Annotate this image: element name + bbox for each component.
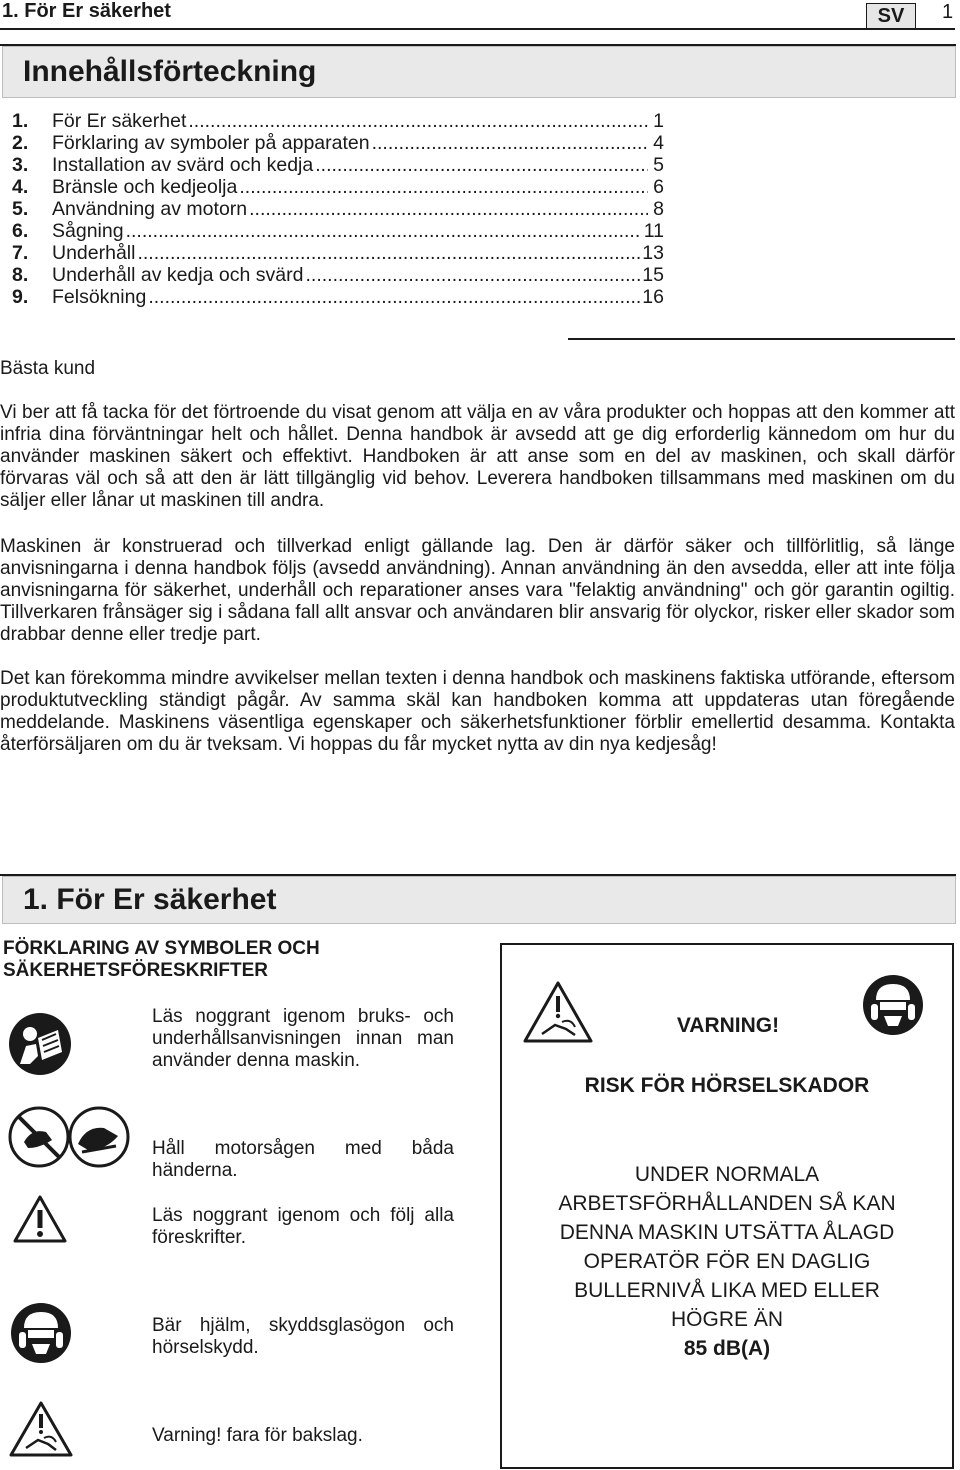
intro-paragraph-2: Maskinen är konstruerad och tillverkad enligt gällande lag. Den är därför säker och tillförlitlig, så länge anvisningarna i denna handbok följs (avsedd användning). Annan användning än den avsedda, eller att inte följa anvisningarna för säkerhet, underhåll och reparationer anses vara "felaktig användning" och gör garantin ogiltig. Tillverkaren frånsäger sig i sådana fall allt ansvar och användaren blir ansvarig för olyckor, risker eller skador som drabbar denne eller tredje part. bbox=[0, 536, 955, 645]
warning-body bbox=[500, 1160, 954, 1363]
table-of-contents bbox=[12, 110, 664, 308]
toc-title: Underhåll bbox=[52, 242, 136, 264]
symbols-subheading: FÖRKLARING AV SYMBOLER OCH SÄKERHETSFÖRESKRIFTER bbox=[3, 938, 320, 981]
toc-number: 4. bbox=[12, 176, 29, 198]
warning-line: HÖGRE ÄN bbox=[670, 1308, 783, 1331]
toc-page: 8 bbox=[653, 198, 664, 220]
section-heading: 1. För Er säkerhet bbox=[23, 883, 277, 916]
toc-title: Användning av motorn bbox=[52, 198, 248, 220]
warning-line: OPERATÖR FÖR EN DAGLIG bbox=[583, 1250, 871, 1273]
warning-line: DENNA MASKIN UTSÄTTA ÅLAGD bbox=[559, 1221, 895, 1244]
toc-number: 3. bbox=[12, 154, 29, 176]
section-divider bbox=[568, 338, 955, 340]
read-manual-icon bbox=[8, 1012, 72, 1076]
kickback-warning-icon bbox=[8, 1400, 74, 1458]
toc-number: 5. bbox=[12, 198, 29, 220]
toc-number: 2. bbox=[12, 132, 29, 154]
warning-subtitle: RISK FÖR HÖRSELSKADOR bbox=[584, 1074, 870, 1097]
toc-row[interactable] bbox=[12, 242, 664, 264]
toc-page: 13 bbox=[642, 242, 664, 264]
protective-gear-icon bbox=[862, 974, 924, 1036]
toc-page: 1 bbox=[653, 110, 664, 132]
page-number: 1 bbox=[942, 1, 954, 23]
toc-title: Installation av svärd och kedja bbox=[52, 154, 314, 176]
toc-number: 9. bbox=[12, 286, 29, 308]
symbol-text-warning: Läs noggrant igenom och följ alla föreskrifter. bbox=[152, 1205, 454, 1248]
toc-leader bbox=[188, 110, 648, 132]
kickback-warning-icon bbox=[522, 980, 594, 1044]
greeting: Bästa kund bbox=[0, 358, 96, 379]
warning-title: VARNING! bbox=[676, 1014, 780, 1037]
header-rule bbox=[0, 28, 955, 30]
toc-page: 11 bbox=[643, 220, 664, 242]
toc-title: Sågning bbox=[52, 220, 124, 242]
toc-leader bbox=[305, 264, 640, 286]
warning-triangle-icon bbox=[12, 1194, 68, 1244]
toc-leader bbox=[126, 220, 642, 242]
toc-title: Felsökning bbox=[52, 286, 147, 308]
toc-number: 6. bbox=[12, 220, 29, 242]
toc-row[interactable] bbox=[12, 154, 664, 176]
toc-leader bbox=[137, 242, 640, 264]
toc-number: 7. bbox=[12, 242, 29, 264]
toc-page: 4 bbox=[653, 132, 664, 154]
toc-page: 5 bbox=[653, 154, 664, 176]
symbol-text-kickback: Varning! fara för bakslag. bbox=[152, 1425, 363, 1446]
symbol-text-read-manual: Läs noggrant igenom bruks- och underhållsanvisningen innan man använder denna maskin. bbox=[152, 1006, 454, 1071]
noise-level: 85 dB(A) bbox=[683, 1337, 771, 1360]
toc-title: Förklaring av symboler på apparaten bbox=[52, 132, 370, 154]
toc-leader bbox=[315, 154, 648, 176]
toc-leader bbox=[239, 176, 648, 198]
toc-row[interactable] bbox=[12, 198, 664, 220]
protective-gear-icon bbox=[10, 1302, 72, 1364]
toc-number: 8. bbox=[12, 264, 29, 286]
intro-paragraph-3: Det kan förekomma mindre avvikelser mellan texten i denna handbok och maskinens faktiska utförande, eftersom produktutveckling ständigt pågår. Av samma skäl kan handboken komma att uppdateras utan föregående meddelande. Maskinens väsentliga egenskaper och säkerhetsfunktioner förblir emellertid desamma. Kontakta återförsäljaren om du är tveksam. Vi hoppas du får mycket nytta av din nya kedjesåg! bbox=[0, 668, 955, 755]
warning-line: BULLERNIVÅ LIKA MED ELLER bbox=[574, 1279, 880, 1302]
toc-row[interactable] bbox=[12, 176, 664, 198]
toc-title: För Er säkerhet bbox=[52, 110, 187, 132]
warning-line: UNDER NORMALA bbox=[634, 1163, 820, 1186]
toc-leader bbox=[148, 286, 640, 308]
toc-title: Underhåll av kedja och svärd bbox=[52, 264, 304, 286]
toc-leader bbox=[249, 198, 648, 220]
toc-title: Bränsle och kedjeolja bbox=[52, 176, 238, 198]
toc-page: 15 bbox=[642, 264, 664, 286]
section-banner bbox=[2, 876, 956, 924]
toc-heading: Innehållsförteckning bbox=[23, 55, 317, 88]
warning-line: ARBETSFÖRHÅLLANDEN SÅ KAN bbox=[558, 1192, 896, 1215]
toc-banner bbox=[2, 46, 956, 98]
toc-row[interactable] bbox=[12, 264, 664, 286]
toc-row[interactable] bbox=[12, 286, 664, 308]
two-hands-icon bbox=[8, 1106, 130, 1168]
toc-row[interactable] bbox=[12, 110, 664, 132]
intro-paragraph-1: Vi ber att få tacka för det förtroende du visat genom att välja en av våra produkter och hoppas att den kommer att infria dina förväntningar helt och hållet. Denna handbok är avsedd att ge dig erforderlig kännedom om hur du använder maskinen säkert och effektivt. Handboken är att anse som en del av maskinen, och skall därför förvaras väl och så att den är lätt tillgänglig vid behov. Leverera handboken tillsammans med maskinen om du säljer eller lånar ut maskinen till andra. bbox=[0, 402, 955, 511]
toc-row[interactable] bbox=[12, 132, 664, 154]
toc-number: 1. bbox=[12, 110, 29, 132]
symbol-text-protective-gear: Bär hjälm, skyddsglasögon och hörselskydd. bbox=[152, 1315, 454, 1358]
symbol-text-two-hands: Håll motorsågen med båda händerna. bbox=[152, 1138, 454, 1181]
toc-leader bbox=[372, 132, 648, 154]
toc-page: 16 bbox=[642, 286, 664, 308]
header-title: 1. För Er säkerhet bbox=[2, 0, 171, 22]
toc-page: 6 bbox=[653, 176, 664, 198]
toc-row[interactable] bbox=[12, 220, 664, 242]
language-badge: SV bbox=[866, 3, 916, 29]
